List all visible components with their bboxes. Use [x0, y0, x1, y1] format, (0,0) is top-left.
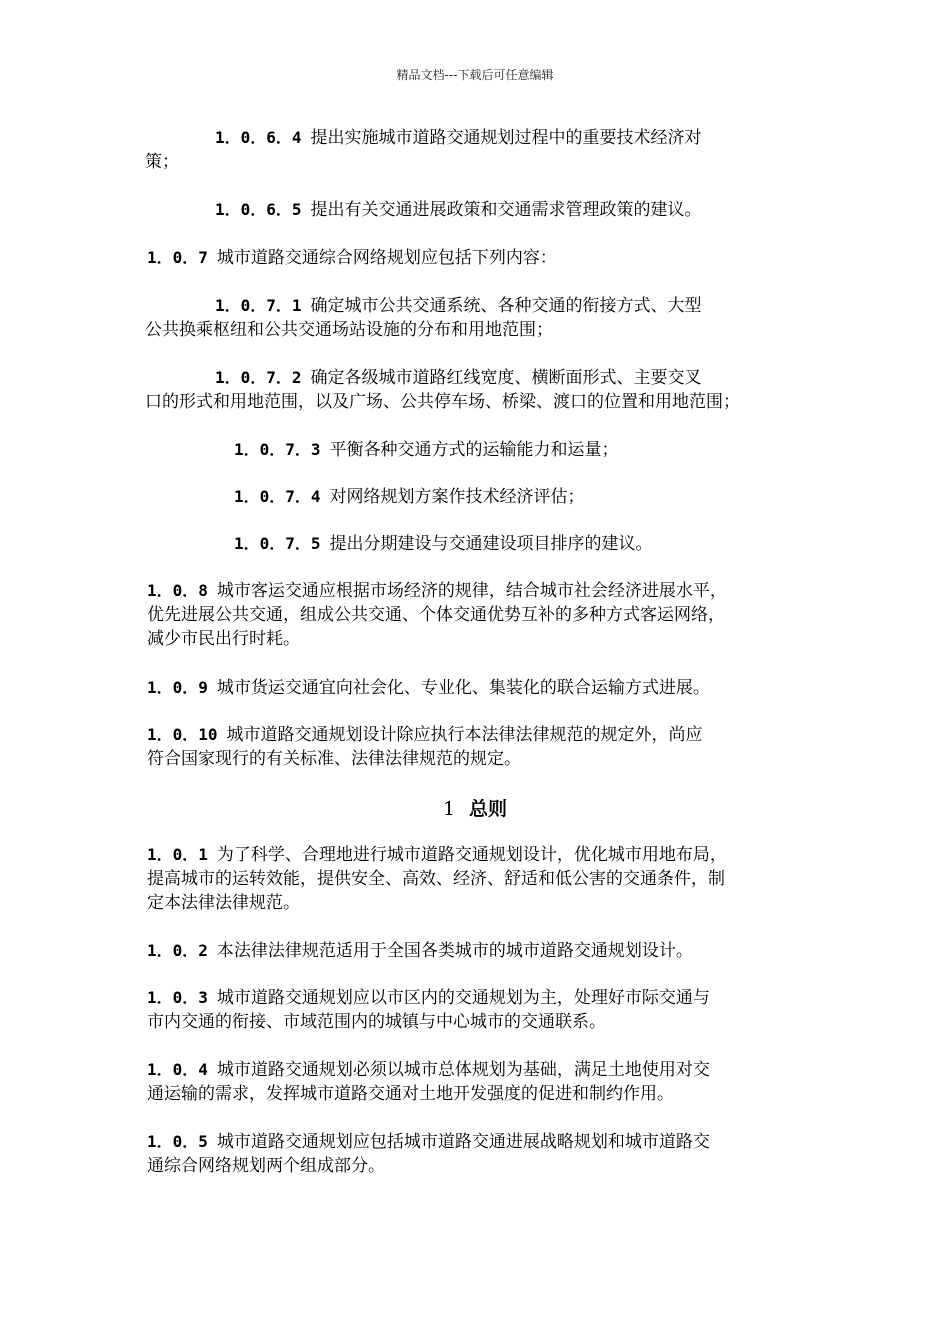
clause-number: 1．0．7．5: [234, 534, 321, 553]
clause-number: 1．0．3: [147, 988, 208, 1007]
clause-1-0-7-5: [234, 532, 653, 556]
clause-number: 1．0．8: [147, 581, 208, 600]
clause-1-0-6-5: [215, 198, 702, 222]
clause-1-0-4: [147, 1058, 710, 1106]
clause-text: 城市客运交通应根据市场经济的规律，结合城市社会经济进展水平，: [216, 581, 727, 601]
clause-text-cont: 定本法律法律规范。: [147, 893, 300, 913]
clause-text: 城市道路交通规划应包括城市道路交通进展战略规划和城市道路交: [216, 1132, 710, 1152]
clause-text: 本法律法律规范适用于全国各类城市的城市道路交通规划设计。: [216, 941, 693, 961]
clause-text: 城市道路交通规划设计除应执行本法律法律规范的规定外，尚应: [226, 725, 703, 745]
clause-1-0-7-1: [145, 294, 702, 342]
clause-text: 城市货运交通宜向社会化、专业化、集装化的联合运输方式进展。: [216, 678, 710, 698]
page-header: 精品文档---下载后可任意编辑: [396, 68, 554, 82]
clause-1-0-7-4: [234, 485, 585, 509]
clause-text: 城市道路交通综合网络规划应包括下列内容：: [216, 248, 557, 268]
clause-text-cont: 口的形式和用地范围，以及广场、公共停车场、桥梁、渡口的位置和用地范围；: [145, 392, 740, 412]
clause-text: 确定各级城市道路红线宽度、横断面形式、主要交叉: [310, 368, 702, 388]
clause-1-0-3: [147, 986, 710, 1034]
clause-1-0-5: [147, 1130, 710, 1178]
clause-text-cont: 减少市民出行时耗。: [147, 629, 300, 649]
clause-text: 城市道路交通规划应以市区内的交通规划为主，处理好市际交通与: [216, 988, 710, 1008]
clause-1-0-7-2: [145, 366, 740, 414]
clause-number: 1．0．6．4: [215, 128, 302, 147]
clause-text: 对网络规划方案作技术经济评估；: [329, 487, 585, 507]
clause-number: 1．0．5: [147, 1132, 208, 1151]
clause-1-0-1: [147, 843, 727, 915]
clause-number: 1．0．7: [147, 248, 208, 267]
clause-number: 1．0．7．3: [234, 440, 321, 459]
clause-text-cont: 通运输的需求，发挥城市道路交通对土地开发强度的促进和制约作用。: [147, 1084, 674, 1104]
clause-number: 1．0．4: [147, 1060, 208, 1079]
clause-text: 为了科学、合理地进行城市道路交通规划设计，优化城市用地布局，: [216, 845, 727, 865]
clause-text: 提出实施城市道路交通规划过程中的重要技术经济对: [310, 128, 702, 148]
clause-text-cont: 优先进展公共交通，组成公共交通、个体交通优势互补的多种方式客运网络，: [147, 605, 725, 625]
clause-text-cont: 符合国家现行的有关标准、法律法律规范的规定。: [147, 749, 521, 769]
clause-number: 1．0．7．2: [215, 368, 302, 387]
clause-text-cont: 提高城市的运转效能，提供安全、高效、经济、舒适和低公害的交通条件，制: [147, 869, 725, 889]
clause-text: 确定城市公共交通系统、各种交通的衔接方式、大型: [310, 296, 702, 316]
section-heading: [0, 794, 950, 821]
clause-1-0-7: [147, 246, 557, 270]
clause-1-0-8: [147, 579, 727, 651]
clause-text-cont: 公共换乘枢纽和公共交通场站设施的分布和用地范围；: [145, 320, 553, 340]
section-title: 总则: [469, 798, 508, 820]
clause-text-cont: 策；: [145, 152, 179, 172]
clause-number: 1．0．10: [147, 725, 218, 744]
clause-1-0-9: [147, 676, 710, 700]
clause-text: 提出有关交通进展政策和交通需求管理政策的建议。: [310, 200, 702, 220]
clause-text: 城市道路交通规划必须以城市总体规划为基础，满足土地使用对交: [216, 1060, 710, 1080]
section-number: 1: [442, 798, 456, 820]
clause-1-0-7-3: [234, 438, 619, 462]
clause-1-0-6-4: [145, 126, 702, 174]
clause-1-0-10: [147, 723, 703, 771]
clause-text-cont: 通综合网络规划两个组成部分。: [147, 1156, 385, 1176]
clause-text: 平衡各种交通方式的运输能力和运量；: [329, 440, 619, 460]
clause-1-0-2: [147, 939, 693, 963]
clause-text-cont: 市内交通的衔接、市域范围内的城镇与中心城市的交通联系。: [147, 1012, 606, 1032]
clause-number: 1．0．6．5: [215, 200, 302, 219]
clause-text: 提出分期建设与交通建设项目排序的建议。: [329, 534, 653, 554]
clause-number: 1．0．1: [147, 845, 208, 864]
clause-number: 1．0．7．1: [215, 296, 302, 315]
clause-number: 1．0．7．4: [234, 487, 321, 506]
clause-number: 1．0．9: [147, 678, 208, 697]
clause-number: 1．0．2: [147, 941, 208, 960]
